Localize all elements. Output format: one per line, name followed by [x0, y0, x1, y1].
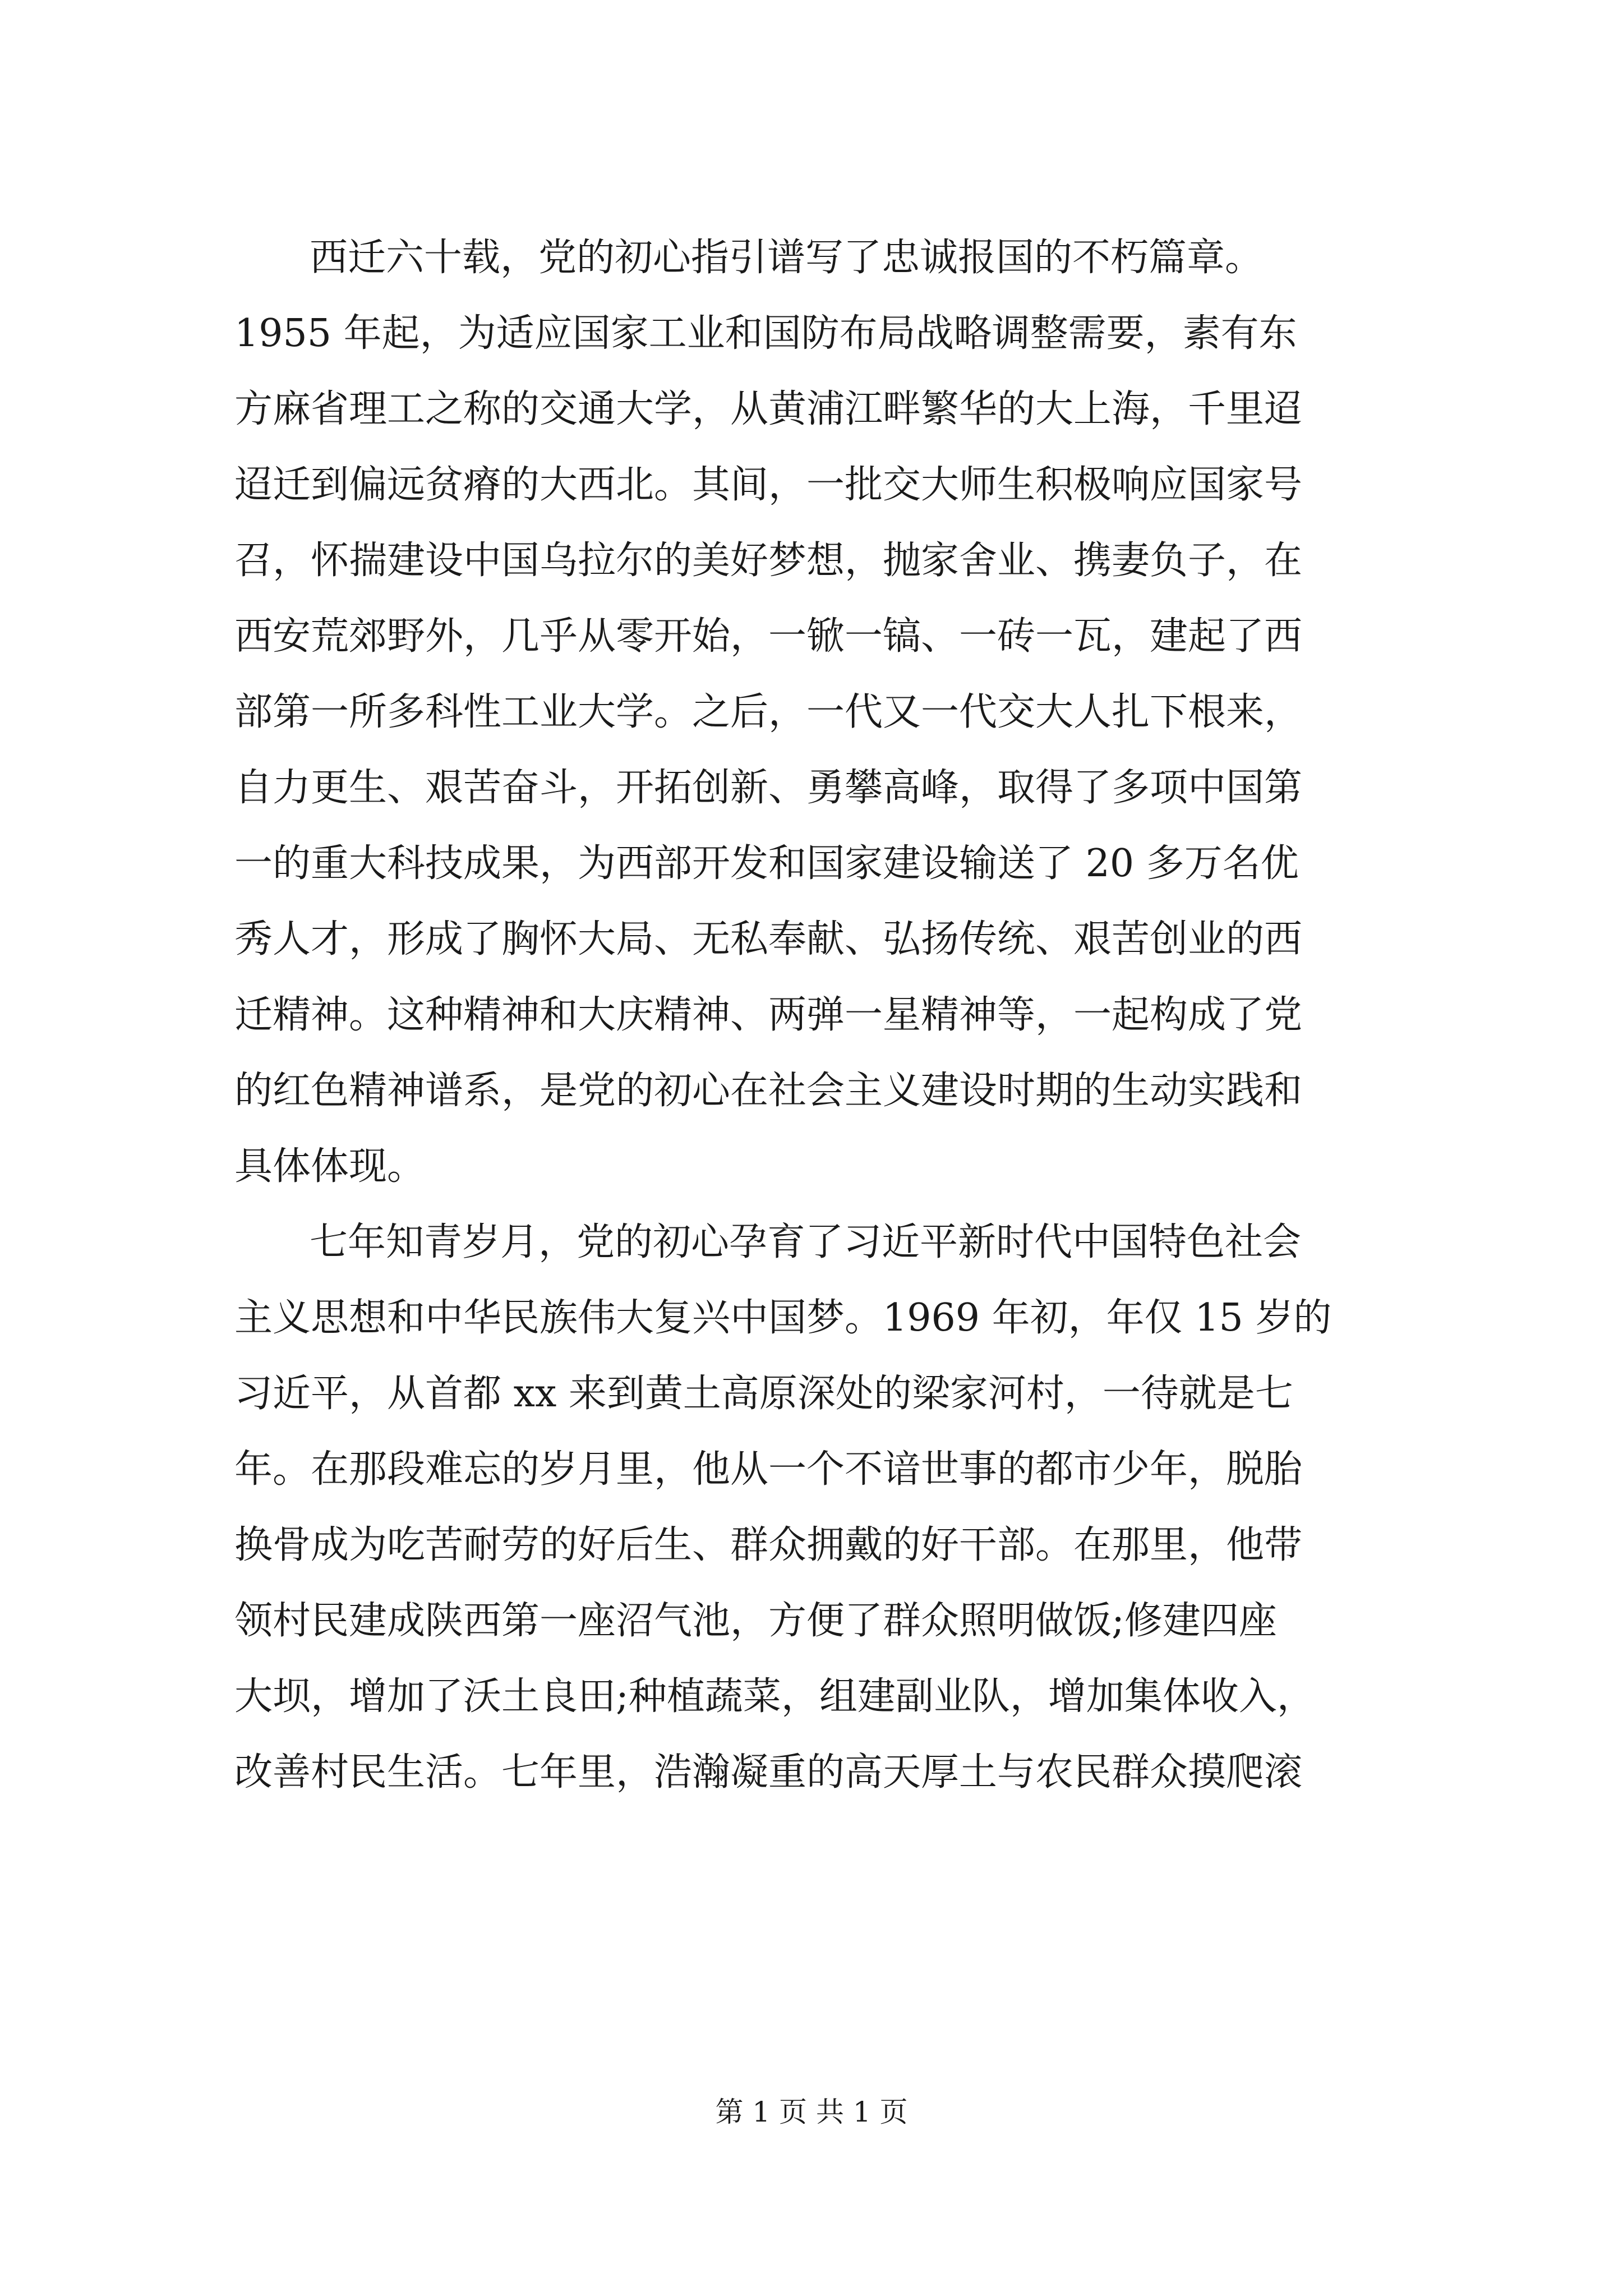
page-number: 第 1 页 共 1 页 — [715, 2096, 908, 2128]
text-line: 1955 年起，为适应国家工业和国防布局战略调整需要，素有东 — [234, 311, 1297, 356]
text-line: 一的重大科技成果，为西部开发和国家建设输送了 20 多万名优 — [234, 841, 1299, 886]
text-line: 习近平，从首都 xx 来到黄土高原深处的梁家河村，一待就是七 — [234, 1372, 1293, 1416]
body-text — [234, 220, 1468, 1810]
text-line: 召，怀揣建设中国乌拉尔的美好梦想，抛家舍业、携妻负子，在 — [234, 539, 1303, 583]
text-line: 西迁六十载，党的初心指引谱写了忠诚报国的不朽篇章。 — [310, 236, 1264, 280]
text-line: 秀人才，形成了胸怀大局、无私奉献、弘扬传统、艰苦创业的西 — [234, 917, 1303, 961]
paragraph-1 — [234, 220, 1468, 1204]
text-line: 的红色精神谱系，是党的初心在社会主义建设时期的生动实践和 — [234, 1069, 1303, 1113]
text-line: 迢迁到偏远贫瘠的大西北。其间，一批交大师生积极响应国家号 — [234, 463, 1303, 507]
text-line: 领村民建成陕西第一座沼气池，方便了群众照明做饭;修建四座 — [234, 1599, 1277, 1643]
text-line: 西安荒郊野外，几乎从零开始，一锨一镐、一砖一瓦，建起了西 — [234, 614, 1303, 659]
text-line: 方麻省理工之称的交通大学，从黄浦江畔繁华的大上海，千里迢 — [234, 387, 1303, 431]
page-footer — [0, 2090, 1623, 2130]
text-line: 大坝，增加了沃土良田;种植蔬菜，组建副业队，增加集体收入， — [234, 1674, 1315, 1719]
text-line: 换骨成为吃苦耐劳的好后生、群众拥戴的好干部。在那里，他带 — [234, 1523, 1303, 1567]
text-line: 年。在那段难忘的岁月里，他从一个不谙世事的都市少年，脱胎 — [234, 1447, 1303, 1492]
text-line: 改善村民生活。七年里，浩瀚凝重的高天厚土与农民群众摸爬滚 — [234, 1750, 1303, 1795]
paragraph-2 — [234, 1204, 1468, 1810]
text-line: 具体体现。 — [234, 1144, 426, 1189]
text-line: 部第一所多科性工业大学。之后，一代又一代交大人扎下根来， — [234, 690, 1303, 734]
text-line: 主义思想和中华民族伟大复兴中国梦。1969 年初，年仅 15 岁的 — [234, 1296, 1332, 1340]
text-line: 七年知青岁月，党的初心孕育了习近平新时代中国特色社会 — [310, 1220, 1302, 1264]
text-line: 迁精神。这种精神和大庆精神、两弹一星精神等，一起构成了党 — [234, 993, 1303, 1037]
text-line: 自力更生、艰苦奋斗，开拓创新、勇攀高峰，取得了多项中国第 — [234, 766, 1303, 810]
